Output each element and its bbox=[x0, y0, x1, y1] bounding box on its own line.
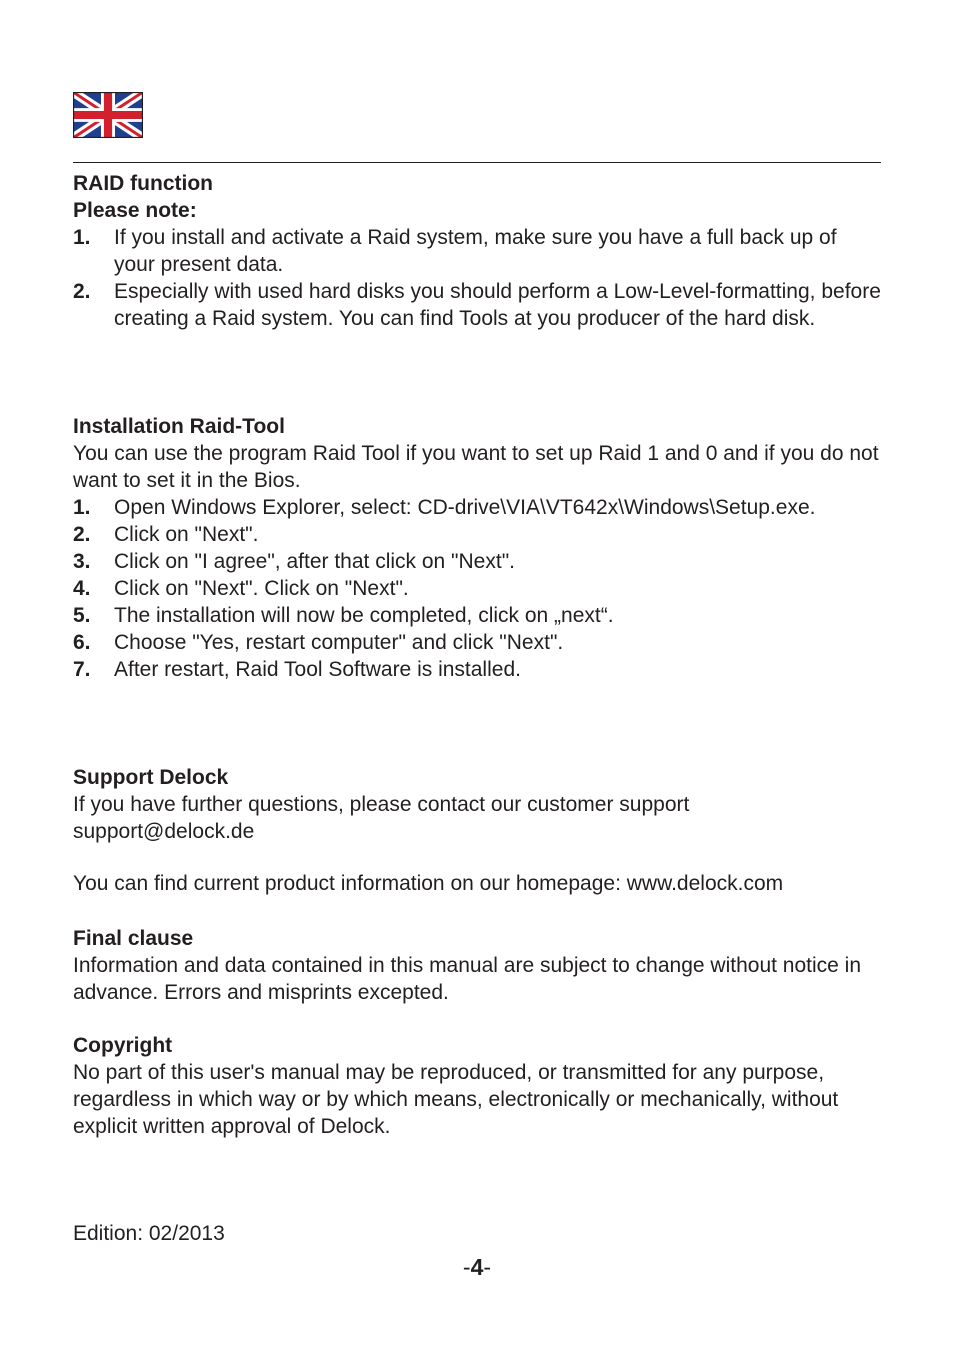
copyright-section bbox=[73, 1032, 883, 1140]
support-heading: Support Delock bbox=[73, 766, 229, 789]
list-item-text: The installation will now be completed, click on „next“. bbox=[114, 604, 614, 627]
copyright-text: No part of this user's manual may be reproduced, or transmitted for any purpose, regardless in which way or by which means, electronically or mechanically, without explicit written approval of Delock. bbox=[73, 1061, 839, 1138]
list-item bbox=[73, 629, 883, 656]
list-item-number: 2. bbox=[73, 280, 91, 303]
final-clause-section bbox=[73, 925, 883, 1006]
page-number-suffix: - bbox=[483, 1254, 492, 1280]
support-text: If you have further questions, please contact our customer support bbox=[73, 793, 690, 816]
raid-note-list bbox=[73, 224, 883, 332]
page-number-value: 4 bbox=[470, 1254, 484, 1280]
list-item-number: 5. bbox=[73, 604, 91, 627]
list-item-text: Open Windows Explorer, select: CD-drive\VIA\VT642x\Windows\Setup.exe. bbox=[114, 496, 816, 519]
page-number-prefix: - bbox=[462, 1254, 471, 1280]
support-email: support@delock.de bbox=[73, 820, 255, 843]
list-item bbox=[73, 278, 883, 332]
installation-intro: You can use the program Raid Tool if you want to set up Raid 1 and 0 and if you do not want to set it in the Bios. bbox=[73, 442, 879, 492]
union-jack-flag-icon bbox=[73, 92, 143, 138]
page-number bbox=[0, 1254, 954, 1281]
homepage-section bbox=[73, 870, 883, 897]
list-item bbox=[73, 521, 883, 548]
list-item bbox=[73, 575, 883, 602]
final-clause-heading: Final clause bbox=[73, 927, 194, 950]
list-item-number: 7. bbox=[73, 658, 91, 681]
list-item-number: 4. bbox=[73, 577, 91, 600]
list-item-number: 1. bbox=[73, 496, 91, 519]
list-item bbox=[73, 548, 883, 575]
raid-note-label: Please note: bbox=[73, 199, 197, 222]
list-item bbox=[73, 602, 883, 629]
list-item-text: After restart, Raid Tool Software is installed. bbox=[114, 658, 521, 681]
list-item-text: Especially with used hard disks you should perform a Low-Level-formatting, before creating a Raid system. You can find Tools at you producer of the hard disk. bbox=[114, 280, 881, 330]
support-section bbox=[73, 764, 883, 845]
list-item-number: 2. bbox=[73, 523, 91, 546]
list-item-text: Click on "Next". Click on "Next". bbox=[114, 577, 409, 600]
list-item-text: Choose "Yes, restart computer" and click "Next". bbox=[114, 631, 564, 654]
list-item-number: 3. bbox=[73, 550, 91, 573]
list-item-number: 1. bbox=[73, 226, 91, 249]
installation-section bbox=[73, 413, 883, 683]
list-item-text: If you install and activate a Raid system, make sure you have a full back up of your present data. bbox=[114, 226, 837, 276]
list-item-text: Click on "Next". bbox=[114, 523, 259, 546]
raid-heading: RAID function bbox=[73, 172, 213, 195]
homepage-text: You can find current product information on our homepage: www.delock.com bbox=[73, 872, 784, 895]
list-item bbox=[73, 656, 883, 683]
installation-steps bbox=[73, 494, 883, 683]
raid-section bbox=[73, 170, 883, 332]
list-item bbox=[73, 494, 883, 521]
list-item-text: Click on "I agree", after that click on "Next". bbox=[114, 550, 515, 573]
edition-label: Edition: 02/2013 bbox=[73, 1222, 225, 1245]
installation-heading: Installation Raid-Tool bbox=[73, 415, 285, 438]
list-item-number: 6. bbox=[73, 631, 91, 654]
list-item bbox=[73, 224, 883, 278]
copyright-heading: Copyright bbox=[73, 1034, 173, 1057]
final-clause-text: Information and data contained in this manual are subject to change without notice in advance. Errors and misprints excepted. bbox=[73, 954, 862, 1004]
header-divider bbox=[73, 162, 881, 163]
